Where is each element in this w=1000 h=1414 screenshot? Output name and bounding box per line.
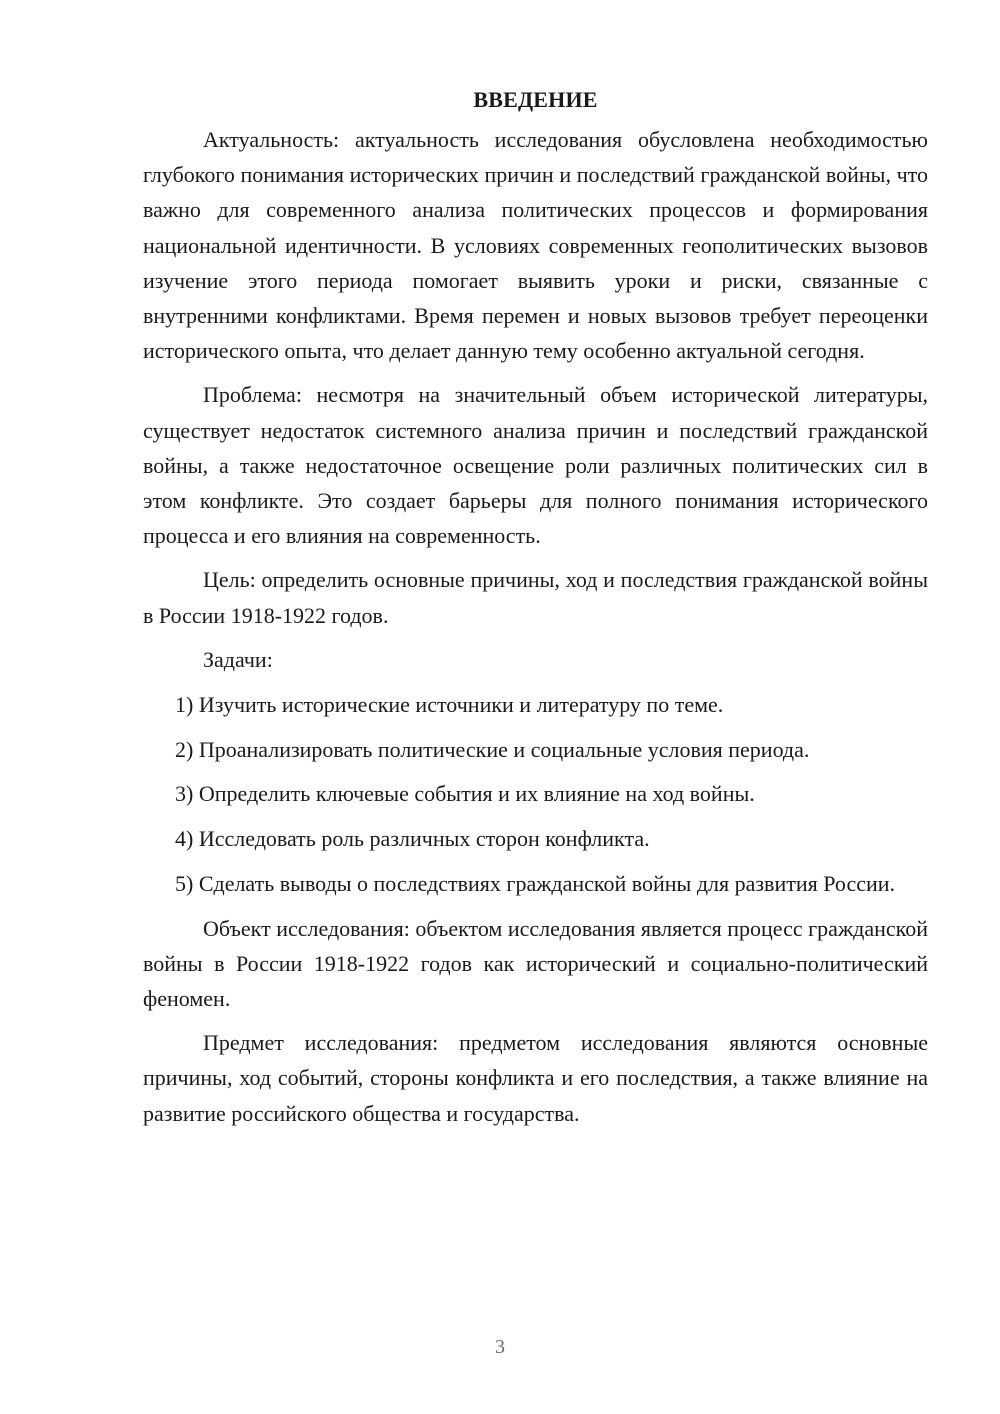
page-title: ВВЕДЕНИЕ [473, 87, 598, 112]
paragraph-relevance: Актуальность: актуальность исследования обусловлена необходимостью глубокого понимания исторических причин и последствий гражданской войны, что важно для современного анализа политических процессов и формирования национальной идентичности. В условиях современных геополитических вызовов изучение этого периода помогает выявить уроки и риски, связанные с внутренними конфликтами. Время перемен и новых вызовов требует переоценки исторического опыта, что делает данную тему особенно актуальной сегодня. [143, 127, 928, 364]
paragraph-goal: Цель: определить основные причины, ход и последствия гражданской войны в России 1918-1922 годов. [143, 567, 928, 628]
task-item-5: 5) Сделать выводы о последствиях гражданской войны для развития России. [175, 870, 896, 896]
tasks-list [143, 687, 928, 901]
paragraph-object: Объект исследования: объектом исследования является процесс гражданской войны в России 1918-1922 годов как исторический и социально-политический феномен. [143, 915, 928, 1011]
paragraph-problem: Проблема: несмотря на значительный объем исторической литературы, существует недостаток системного анализа причин и последствий гражданской войны, а также недостаточное освещение роли различных политических сил в этом конфликте. Это создает барьеры для полного понимания исторического процесса и его влияния на современность. [143, 382, 928, 549]
task-item-3: 3) Определить ключевые события и их влияние на ход войны. [175, 781, 755, 807]
task-item-4: 4) Исследовать роль различных сторон конфликта. [175, 826, 650, 852]
paragraph-subject: Предмет исследования: предметом исследования являются основные причины, ход событий, стороны конфликта и его последствия, а также влияние на развитие российского общества и государства. [143, 1030, 928, 1126]
page-number: 3 [495, 1336, 505, 1358]
task-item-1: 1) Изучить исторические источники и литературу по теме. [175, 692, 724, 718]
task-item-2: 2) Проанализировать политические и социальные условия периода. [175, 736, 810, 762]
tasks-heading: Задачи: [203, 646, 273, 672]
document-page [143, 88, 928, 1140]
